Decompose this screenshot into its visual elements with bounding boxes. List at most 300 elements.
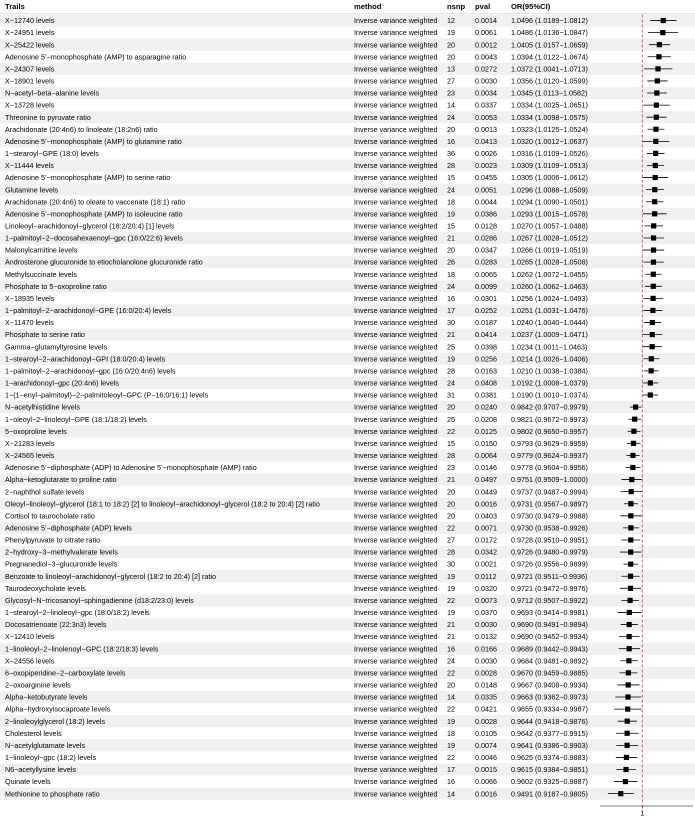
or-point — [655, 78, 660, 83]
or-point — [628, 537, 633, 542]
pval-value: 0.0064 — [475, 451, 497, 461]
nsnp-value: 16 — [447, 644, 455, 654]
nsnp-value: 20 — [447, 499, 455, 509]
pval-value: 0.0413 — [475, 136, 497, 146]
or-point — [628, 586, 633, 591]
or-ci-value: 0.9712 (0.9507−0.9922) — [511, 595, 588, 605]
method-label: Inverse variance weighted — [354, 656, 438, 666]
pval-value: 0.0030 — [475, 620, 497, 630]
or-point — [631, 441, 636, 446]
or-point — [653, 175, 658, 180]
pval-value: 0.0030 — [475, 76, 497, 86]
nsnp-value: 18 — [447, 728, 455, 738]
or-point — [654, 90, 659, 95]
or-point — [626, 682, 631, 687]
or-ci-value: 0.9644 (0.9418−0.9876) — [511, 716, 588, 726]
nsnp-value: 15 — [447, 221, 455, 231]
trait-label: 1−palmitoyl−2−docosahexaenoyl−gpc (16:0/22:6) levels — [5, 233, 183, 243]
trait-label: X−21283 levels — [5, 438, 55, 448]
nsnp-value: 20 — [447, 511, 455, 521]
method-label: Inverse variance weighted — [354, 88, 438, 98]
trait-label: 1−stearoyl−2−arachidonoyl−GPI (18:0/20:4) levels — [5, 354, 166, 364]
or-point — [653, 139, 658, 144]
header-pval: pval — [475, 2, 491, 11]
pval-value: 0.0187 — [475, 318, 497, 328]
or-ci-value: 0.9779 (0.9624−0.9937) — [511, 451, 588, 461]
method-label: Inverse variance weighted — [354, 789, 438, 799]
or-point — [624, 755, 629, 760]
nsnp-value: 18 — [447, 269, 455, 279]
method-label: Inverse variance weighted — [354, 281, 438, 291]
trait-label: 1−palmitoyl−2−arachidonoyl−gpc (16:0/20:4n6) levels — [5, 366, 176, 376]
method-label: Inverse variance weighted — [354, 559, 438, 569]
or-point — [625, 719, 630, 724]
header-trait: Trails — [5, 2, 25, 11]
or-ci-value: 1.0316 (1.0109−1.0526) — [511, 149, 588, 159]
nsnp-value: 28 — [447, 161, 455, 171]
pval-value: 0.0051 — [475, 185, 497, 195]
pval-value: 0.0455 — [475, 173, 497, 183]
pval-value: 0.0014 — [475, 16, 497, 26]
pval-value: 0.0044 — [475, 197, 497, 207]
or-ci-value: 1.0334 (1.0025−1.0651) — [511, 100, 588, 110]
pval-value: 0.0065 — [475, 269, 497, 279]
nsnp-value: 17 — [447, 306, 455, 316]
pval-value: 0.0370 — [475, 608, 497, 618]
or-point — [651, 247, 656, 252]
or-ci-value: 1.0256 (1.0024−1.0493) — [511, 293, 588, 303]
or-ci-value: 1.0496 (1.0189−1.0812) — [511, 16, 588, 26]
or-ci-value: 1.0192 (1.0008−1.0379) — [511, 378, 588, 388]
method-label: Inverse variance weighted — [354, 487, 438, 497]
method-label: Inverse variance weighted — [354, 753, 438, 763]
method-label: Inverse variance weighted — [354, 668, 438, 678]
trait-label: X−24951 levels — [5, 28, 55, 38]
trait-label: X−18901 levels — [5, 76, 55, 86]
or-point — [652, 199, 657, 204]
trait-label: X−11444 levels — [5, 161, 54, 171]
method-label: Inverse variance weighted — [354, 402, 438, 412]
row-stripe — [0, 788, 695, 800]
method-label: Inverse variance weighted — [354, 704, 438, 714]
row-stripe — [0, 87, 695, 99]
pval-value: 0.0408 — [475, 378, 497, 388]
or-point — [627, 610, 632, 615]
or-point — [630, 453, 635, 458]
or-point — [631, 429, 636, 434]
pval-value: 0.0421 — [475, 704, 497, 714]
nsnp-value: 16 — [447, 136, 455, 146]
pval-value: 0.0053 — [475, 112, 497, 122]
pval-value: 0.0071 — [475, 523, 497, 533]
trait-label: Quinate levels — [5, 777, 51, 787]
pval-value: 0.0272 — [475, 64, 497, 74]
pval-value: 0.0046 — [475, 753, 497, 763]
trait-label: Adenosine 5’−diphosphate (ADP) to Adenosine 5’−monophosphate (AMP) ratio — [5, 463, 257, 473]
method-label: Inverse variance weighted — [354, 233, 438, 243]
or-ci-value: 0.9663 (0.9362−0.9973) — [511, 692, 588, 702]
trait-label: Glycosyl−N−tricosanoyl−sphingadienine (d18:2/23:0) levels — [5, 595, 194, 605]
method-label: Inverse variance weighted — [354, 16, 438, 26]
method-label: Inverse variance weighted — [354, 306, 438, 316]
method-label: Inverse variance weighted — [354, 136, 438, 146]
pval-value: 0.0012 — [475, 40, 497, 50]
pval-value: 0.0028 — [475, 716, 497, 726]
or-ci-value: 1.0237 (1.0009−1.0471) — [511, 330, 588, 340]
nsnp-value: 24 — [447, 185, 455, 195]
method-label: Inverse variance weighted — [354, 414, 438, 424]
trait-label: N−acetylhistidine levels — [5, 402, 80, 412]
nsnp-value: 21 — [447, 475, 455, 485]
or-point — [653, 127, 658, 132]
or-ci-value: 0.9731 (0.9567−0.9897) — [511, 499, 588, 509]
pval-value: 0.0146 — [475, 463, 497, 473]
or-point — [655, 66, 660, 71]
x-axis — [600, 806, 693, 817]
or-ci-value: 1.0210 (1.0038−1.0384) — [511, 366, 588, 376]
method-label: Inverse variance weighted — [354, 330, 438, 340]
method-label: Inverse variance weighted — [354, 692, 438, 702]
nsnp-value: 19 — [447, 571, 455, 581]
trait-label: 1−arachidonoyl−gpc (20:4n6) levels — [5, 378, 119, 388]
trait-label: Benzoate to linoleoyl−arachidonoyl−glycerol (18:2 to 20:4) [2] ratio — [5, 571, 216, 581]
trait-label: Arachidonate (20:4n6) to oleate to vaccenate (18:1) ratio — [5, 197, 186, 207]
method-label: Inverse variance weighted — [354, 354, 438, 364]
or-ci-value: 0.9615 (0.9384−0.9851) — [511, 765, 588, 775]
trait-label: Adenosine 5’−monophosphate (AMP) to serine ratio — [5, 173, 171, 183]
or-point — [650, 332, 655, 337]
pval-value: 0.0099 — [475, 281, 497, 291]
or-point — [630, 465, 635, 470]
or-point — [628, 525, 633, 530]
trait-label: Androsterone glucuronide to etiocholanolone glucuronide ratio — [5, 257, 203, 267]
or-ci-value: 1.0296 (1.0088−1.0509) — [511, 185, 588, 195]
method-label: Inverse variance weighted — [354, 378, 438, 388]
trait-label: N−acetyl−beta−alanine levels — [5, 88, 100, 98]
nsnp-value: 19 — [447, 354, 455, 364]
pval-value: 0.0342 — [475, 547, 497, 557]
nsnp-value: 22 — [447, 704, 455, 714]
nsnp-value: 13 — [447, 64, 455, 74]
row-stripe — [0, 329, 695, 341]
trait-label: X−12410 levels — [5, 632, 55, 642]
row-stripe — [0, 691, 695, 703]
nsnp-value: 20 — [447, 680, 455, 690]
trait-label: X−11470 levels — [5, 318, 54, 328]
trait-label: N6−acetyllysine levels — [5, 765, 76, 775]
or-ci-value: 1.0262 (1.0072−1.0455) — [511, 269, 588, 279]
pval-value: 0.0347 — [475, 245, 497, 255]
nsnp-value: 28 — [447, 547, 455, 557]
x-axis-tick-label: 1 — [640, 808, 645, 817]
nsnp-value: 25 — [447, 342, 455, 352]
method-label: Inverse variance weighted — [354, 257, 438, 267]
nsnp-value: 23 — [447, 88, 455, 98]
trait-label: Adenosine 5’−diphosphate (ADP) levels — [5, 523, 132, 533]
pval-value: 0.0021 — [475, 559, 497, 569]
or-ci-value: 0.9730 (0.9538−0.9926) — [511, 523, 588, 533]
or-point — [657, 42, 662, 47]
pval-value: 0.0074 — [475, 740, 497, 750]
nsnp-value: 36 — [447, 149, 455, 159]
trait-label: 2−oxoarginine levels — [5, 680, 71, 690]
nsnp-value: 16 — [447, 293, 455, 303]
method-label: Inverse variance weighted — [354, 173, 438, 183]
or-point — [652, 211, 657, 216]
or-ci-value: 1.0214 (1.0026−1.0406) — [511, 354, 588, 364]
trait-label: Oleoyl−linoleoyl−glycerol (18:1 to 18:2) [2] to linoleoyl−arachidonoyl−glycerol (18:2 to 20:4) [2] ratio — [5, 499, 320, 509]
or-point — [660, 30, 665, 35]
row-stripe — [0, 111, 695, 123]
nsnp-value: 18 — [447, 197, 455, 207]
trait-label: N−acetylglutamate levels — [5, 740, 86, 750]
trait-label: 1−linoleoyl−2−linolenoyl−GPC (18:2/18:3) levels — [5, 644, 159, 654]
trait-label: Methylsuccinate levels — [5, 269, 77, 279]
nsnp-value: 22 — [447, 426, 455, 436]
trait-label: Cholesterol levels — [5, 728, 62, 738]
pval-value: 0.0128 — [475, 221, 497, 231]
or-point — [629, 477, 634, 482]
method-label: Inverse variance weighted — [354, 390, 438, 400]
trait-label: Phosphate to 5−oxoproline ratio — [5, 281, 107, 291]
nsnp-value: 21 — [447, 330, 455, 340]
or-ci-value: 0.9689 (0.9442−0.9943) — [511, 644, 588, 654]
or-ci-value: 1.0265 (1.0028−1.0508) — [511, 257, 588, 267]
or-point — [654, 103, 659, 108]
trait-label: Cortisol to taurocholate ratio — [5, 511, 95, 521]
or-ci-value: 0.9690 (0.9491−0.9894) — [511, 620, 588, 630]
or-ci-value: 0.9655 (0.9334−0.9987) — [511, 704, 588, 714]
nsnp-value: 22 — [447, 668, 455, 678]
or-ci-value: 1.0266 (1.0019−1.0519) — [511, 245, 588, 255]
method-label: Inverse variance weighted — [354, 740, 438, 750]
pval-value: 0.0023 — [475, 161, 497, 171]
or-ci-value: 0.9721 (0.9472−0.9976) — [511, 583, 588, 593]
or-point — [651, 272, 656, 277]
nsnp-value: 27 — [447, 535, 455, 545]
or-ci-value: 0.9821 (0.9672−0.9973) — [511, 414, 588, 424]
or-ci-value: 1.0356 (1.0120−1.0599) — [511, 76, 588, 86]
or-point — [656, 54, 661, 59]
method-label: Inverse variance weighted — [354, 632, 438, 642]
pval-value: 0.0335 — [475, 692, 497, 702]
pval-value: 0.0286 — [475, 233, 497, 243]
or-ci-value: 0.9728 (0.9510−0.9951) — [511, 535, 588, 545]
row-stripe — [0, 739, 695, 751]
or-point — [624, 743, 629, 748]
trait-label: Gamma−glutamyltyrosine levels — [5, 342, 108, 352]
pval-value: 0.0026 — [475, 149, 497, 159]
pval-value: 0.0125 — [475, 426, 497, 436]
pval-value: 0.0386 — [475, 209, 497, 219]
nsnp-value: 15 — [447, 438, 455, 448]
or-ci-value: 1.0394 (1.0122−1.0674) — [511, 52, 588, 62]
pval-value: 0.0403 — [475, 511, 497, 521]
pval-value: 0.0030 — [475, 656, 497, 666]
or-point — [625, 707, 630, 712]
trait-label: X−13728 levels — [5, 100, 55, 110]
nsnp-value: 21 — [447, 632, 455, 642]
nsnp-value: 22 — [447, 523, 455, 533]
or-point — [625, 694, 630, 699]
trait-label: 1−linoleoyl−gpc (18:2) levels — [5, 753, 97, 763]
or-ci-value: 0.9737 (0.9487−0.9994) — [511, 487, 588, 497]
method-label: Inverse variance weighted — [354, 608, 438, 618]
or-ci-value: 0.9642 (0.9377−0.9915) — [511, 728, 588, 738]
nsnp-value: 22 — [447, 753, 455, 763]
trait-label: Docosatrienoate (22:3n3) levels — [5, 620, 107, 630]
or-point — [626, 658, 631, 663]
or-ci-value: 0.9726 (0.9480−0.9979) — [511, 547, 588, 557]
nsnp-value: 17 — [447, 765, 455, 775]
pval-value: 0.0132 — [475, 632, 497, 642]
or-ci-value: 1.0323 (1.0125−1.0524) — [511, 124, 588, 134]
or-point — [651, 260, 656, 265]
or-ci-value: 0.9693 (0.9414−0.9981) — [511, 608, 588, 618]
trait-label: Linoleoyl−arachidonoyl−glycerol (18:2/20:4) [1] levels — [5, 221, 175, 231]
nsnp-value: 24 — [447, 656, 455, 666]
trait-label: 6−oxopiperidine−2−carboxylate levels — [5, 668, 126, 678]
method-label: Inverse variance weighted — [354, 499, 438, 509]
pval-value: 0.0061 — [475, 28, 497, 38]
or-point — [650, 308, 655, 313]
trait-label: 1−palmitoyl−2−arachidonoyl−GPE (16:0/20:4) levels — [5, 306, 172, 316]
nsnp-value: 23 — [447, 463, 455, 473]
trait-label: Alpha−hydroxyisocaproate levels — [5, 704, 111, 714]
nsnp-value: 30 — [447, 559, 455, 569]
or-ci-value: 0.9802 (0.9650−0.9957) — [511, 426, 588, 436]
pval-value: 0.0497 — [475, 475, 497, 485]
method-label: Inverse variance weighted — [354, 100, 438, 110]
method-label: Inverse variance weighted — [354, 293, 438, 303]
or-point — [650, 320, 655, 325]
or-ci-value: 1.0267 (1.0028−1.0512) — [511, 233, 588, 243]
or-ci-value: 1.0345 (1.0113−1.0582) — [511, 88, 588, 98]
method-label: Inverse variance weighted — [354, 318, 438, 328]
pval-value: 0.0398 — [475, 342, 497, 352]
or-ci-value: 1.0334 (1.0098−1.0575) — [511, 112, 588, 122]
nsnp-value: 24 — [447, 378, 455, 388]
or-point — [627, 634, 632, 639]
or-ci-value: 0.9491 (0.9187−0.9805) — [511, 789, 588, 799]
pval-value: 0.0066 — [475, 777, 497, 787]
trait-label: 2−linoleoylglycerol (18:2) levels — [5, 716, 106, 726]
nsnp-value: 14 — [447, 789, 455, 799]
method-label: Inverse variance weighted — [354, 149, 438, 159]
method-label: Inverse variance weighted — [354, 269, 438, 279]
method-label: Inverse variance weighted — [354, 185, 438, 195]
nsnp-value: 20 — [447, 124, 455, 134]
pval-value: 0.0256 — [475, 354, 497, 364]
or-ci-value: 1.0293 (1.0015−1.0578) — [511, 209, 588, 219]
or-ci-value: 1.0405 (1.0157−1.0659) — [511, 40, 588, 50]
or-ci-value: 0.9602 (0.9325−0.9887) — [511, 777, 588, 787]
method-label: Inverse variance weighted — [354, 680, 438, 690]
nsnp-value: 27 — [447, 76, 455, 86]
or-ci-value: 0.9793 (0.9629−0.9959) — [511, 438, 588, 448]
or-ci-value: 0.9730 (0.9479−0.9988) — [511, 511, 588, 521]
pval-value: 0.0208 — [475, 414, 497, 424]
trait-label: X−24307 levels — [5, 64, 55, 74]
or-point — [623, 767, 628, 772]
pval-value: 0.0163 — [475, 366, 497, 376]
or-ci-value: 1.0372 (1.0041−1.0713) — [511, 64, 588, 74]
method-label: Inverse variance weighted — [354, 426, 438, 436]
nsnp-value: 19 — [447, 716, 455, 726]
method-label: Inverse variance weighted — [354, 463, 438, 473]
pval-value: 0.0252 — [475, 306, 497, 316]
row-stripe — [0, 401, 695, 413]
pval-value: 0.0172 — [475, 535, 497, 545]
trait-label: Methionine to phosphate ratio — [5, 789, 100, 799]
trait-label: 1−(1−enyl−palmitoyl)−2−palmitoleoyl−GPC (P−16:0/16:1) levels — [5, 390, 209, 400]
trait-label: 2−hydroxy−3−methylvalerate levels — [5, 547, 118, 557]
nsnp-value: 20 — [447, 245, 455, 255]
method-label: Inverse variance weighted — [354, 40, 438, 50]
pval-value: 0.0381 — [475, 390, 497, 400]
column-headers — [5, 2, 551, 11]
trait-label: 1−stearoyl−2−linoleoyl−gpc (18:0/18:2) levels — [5, 608, 150, 618]
trait-label: Threonine to pyruvate ratio — [5, 112, 91, 122]
pval-value: 0.0043 — [475, 52, 497, 62]
or-ci-value: 1.0294 (1.0090−1.0501) — [511, 197, 588, 207]
trait-label: Alpha−ketoglutarate to proline ratio — [5, 475, 117, 485]
or-point — [628, 549, 633, 554]
trait-label: 1−stearoyl−GPE (18:0) levels — [5, 149, 99, 159]
nsnp-value: 25 — [447, 414, 455, 424]
nsnp-value: 24 — [447, 112, 455, 122]
pval-value: 0.0016 — [475, 499, 497, 509]
or-ci-value: 0.9667 (0.9408−0.9934) — [511, 680, 588, 690]
pval-value: 0.0148 — [475, 680, 497, 690]
or-point — [661, 18, 666, 23]
method-label: Inverse variance weighted — [354, 76, 438, 86]
or-ci-value: 1.0305 (1.0006−1.0612) — [511, 173, 588, 183]
method-label: Inverse variance weighted — [354, 438, 438, 448]
nsnp-value: 21 — [447, 233, 455, 243]
nsnp-value: 28 — [447, 366, 455, 376]
pval-value: 0.0028 — [475, 668, 497, 678]
nsnp-value: 26 — [447, 257, 455, 267]
header-or: OR(95%CI) — [511, 2, 551, 11]
or-point — [628, 562, 633, 567]
method-label: Inverse variance weighted — [354, 112, 438, 122]
or-ci-value: 0.9684 (0.9481−0.9892) — [511, 656, 588, 666]
or-point — [650, 296, 655, 301]
or-point — [648, 380, 653, 385]
pval-value: 0.0337 — [475, 100, 497, 110]
trait-label: Pregnanediol−3−glucuronide levels — [5, 559, 118, 569]
pval-value: 0.0166 — [475, 644, 497, 654]
method-label: Inverse variance weighted — [354, 547, 438, 557]
trait-label: X−24565 levels — [5, 451, 55, 461]
nsnp-value: 22 — [447, 595, 455, 605]
or-ci-value: 1.0309 (1.0109−1.0513) — [511, 161, 588, 171]
nsnp-value: 19 — [447, 209, 455, 219]
or-point — [629, 489, 634, 494]
or-point — [627, 622, 632, 627]
trait-label: Phosphate to serine ratio — [5, 330, 85, 340]
or-point — [626, 670, 631, 675]
nsnp-value: 19 — [447, 28, 455, 38]
nsnp-value: 20 — [447, 402, 455, 412]
trait-label: 5−oxoproline levels — [5, 426, 67, 436]
pval-value: 0.0034 — [475, 88, 497, 98]
pval-value: 0.0016 — [475, 789, 497, 799]
or-ci-value: 0.9625 (0.9374−0.9883) — [511, 753, 588, 763]
or-point — [627, 646, 632, 651]
method-label: Inverse variance weighted — [354, 523, 438, 533]
